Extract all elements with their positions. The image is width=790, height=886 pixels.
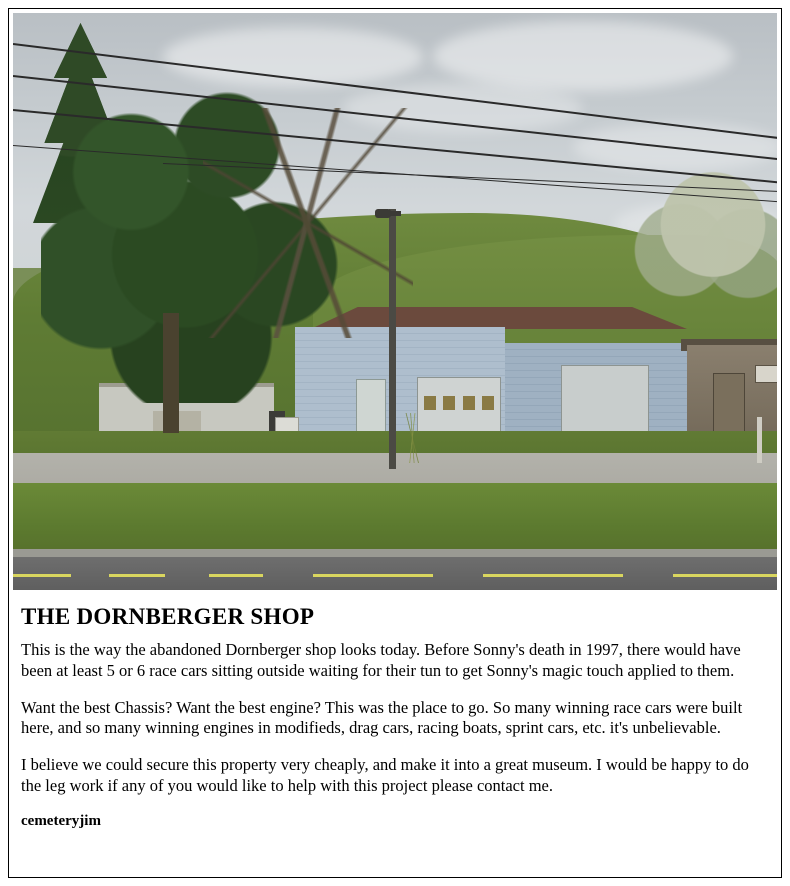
- document-frame: [8, 8, 782, 878]
- paragraph-2: Want the best Chassis? Want the best engine? This was the place to go. So many winning race cars were built here, and so many winning engines in modifieds, drag cars, racing boats, sprint cars, etc. it's unbelievable.: [21, 697, 743, 738]
- road-center-line: [483, 574, 623, 577]
- foreground-grass: [13, 483, 777, 557]
- road-center-line: [109, 574, 165, 577]
- paragraph-3: I believe we could secure this property very cheaply, and make it into a great museum. I would be happy to do the leg work if any of you would like to help with this project please contact me.: [21, 755, 749, 795]
- road-center-line: [13, 574, 71, 577]
- page-title: THE DORNBERGER SHOP: [21, 604, 315, 629]
- author-signature: cemeteryjim: [21, 812, 101, 829]
- bare-branches: [203, 108, 413, 338]
- utility-pole: [389, 209, 396, 469]
- road-center-line: [673, 574, 777, 577]
- wall-sign: [755, 365, 777, 383]
- paragraph-1: This is the way the abandoned Dornberger shop looks today. Before Sonny's death in 1997, there would have been at least 5 or 6 race cars sitting outside waiting for their tun to get Sonny's magic touch applied to them.: [21, 640, 741, 680]
- road-center-line: [313, 574, 433, 577]
- cloud: [433, 21, 733, 91]
- tree-trunk: [163, 313, 179, 433]
- road-center-line: [209, 574, 263, 577]
- article-body: [9, 590, 781, 830]
- fence-post: [757, 417, 762, 463]
- shop-photograph: [13, 13, 777, 590]
- bay-door-windows: [424, 396, 494, 410]
- street-lamp-head: [375, 209, 391, 218]
